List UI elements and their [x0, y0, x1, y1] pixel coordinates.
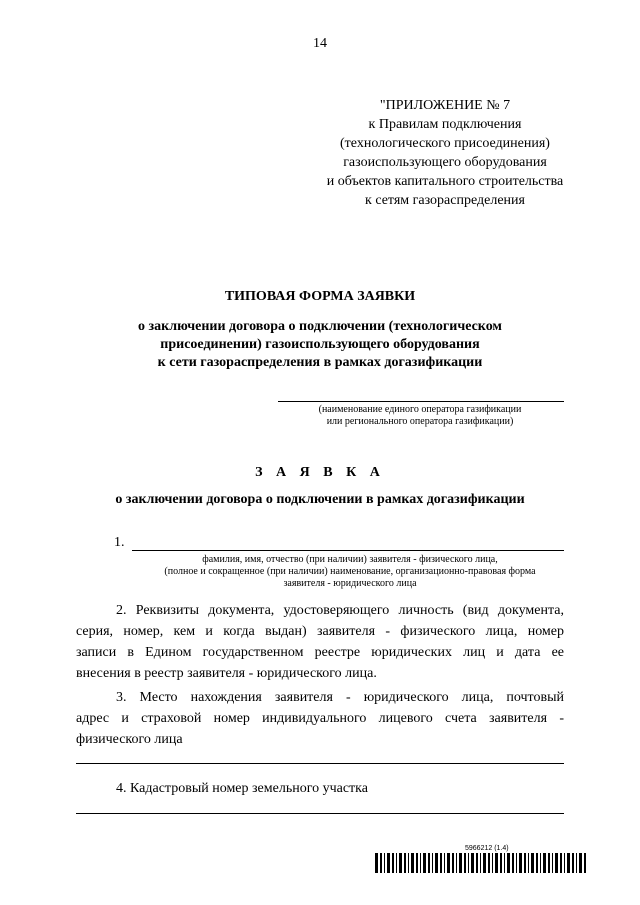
item3-line: физического лица: [76, 732, 183, 747]
item2-line: внесения в реестр заявителя - юридического лица.: [76, 666, 377, 681]
application-subtitle: о заключении договора о подключении в рамках догазификации: [115, 492, 525, 507]
form-subtitle-line: о заключении договора о подключении (технологическом: [138, 319, 502, 334]
applicant-name-line[interactable]: [132, 550, 564, 551]
applicant-caption-line: (полное и сокращенное (при наличии) наименование, организационно-правовая форма: [164, 566, 536, 577]
form-subtitle-line: к сети газораспределения в рамках догазификации: [157, 355, 483, 370]
appendix-line: (технологического присоединения): [340, 136, 550, 151]
appendix-line: к Правилам подключения: [368, 117, 522, 132]
application-title: З А Я В К А: [255, 465, 385, 480]
appendix-line: газоиспользующего оборудования: [343, 155, 547, 170]
operator-caption-line: или регионального оператора газификации): [326, 416, 514, 427]
operator-caption: [270, 404, 570, 428]
item2-paragraph: [76, 600, 564, 684]
form-title: ТИПОВАЯ ФОРМА ЗАЯВКИ: [224, 289, 416, 304]
item4-paragraph: [76, 778, 564, 799]
cadastral-number-line[interactable]: [76, 813, 564, 814]
applicant-caption-line: фамилия, имя, отчество (при наличии) заявителя - физического лица,: [202, 554, 498, 565]
appendix-line: и объектов капитального строительства: [326, 174, 564, 189]
item3-line: адрес и страховой номер индивидуального лицевого счета заявителя -: [76, 711, 564, 726]
item4-line: 4. Кадастровый номер земельного участка: [116, 781, 368, 796]
applicant-caption: [130, 554, 570, 590]
appendix-line: "ПРИЛОЖЕНИЕ № 7: [379, 98, 511, 113]
item1-number: 1.: [114, 535, 125, 550]
form-subtitle: [70, 318, 570, 372]
page-number: 14: [313, 36, 327, 51]
item3-line: 3. Место нахождения заявителя - юридического лица, почтовый: [116, 690, 564, 705]
operator-caption-line: (наименование единого оператора газификации: [318, 404, 522, 415]
barcode-number: 5966212 (1.4): [465, 845, 509, 852]
item2-line: записи в Едином государственном реестре юридических лиц и дата ее: [76, 645, 564, 660]
item2-line: 2. Реквизиты документа, удостоверяющего личность (вид документа,: [116, 603, 564, 618]
appendix-line: к сетям газораспределения: [365, 193, 525, 208]
item3-paragraph: [76, 687, 564, 750]
item2-line: серия, номер, кем и когда выдан) заявителя - физического лица, номер: [76, 624, 564, 639]
operator-name-line[interactable]: [278, 401, 564, 402]
form-subtitle-line: присоединении) газоиспользующего оборудования: [160, 337, 480, 352]
appendix-header: [270, 96, 620, 210]
applicant-caption-line: заявителя - юридического лица: [283, 578, 417, 589]
barcode-icon: [375, 853, 590, 873]
address-line[interactable]: [76, 763, 564, 764]
